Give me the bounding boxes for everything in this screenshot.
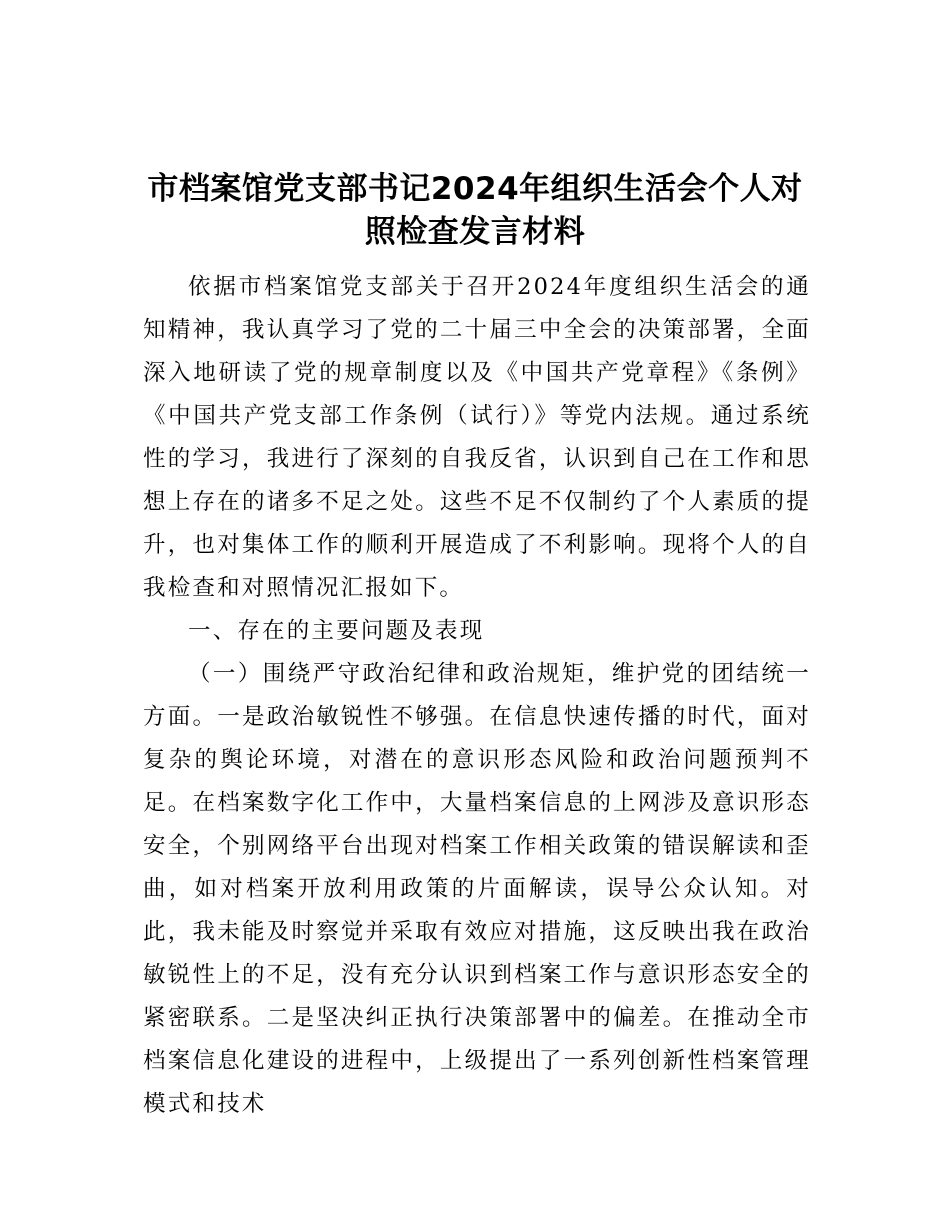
document-title: 市档案馆党支部书记2024年组织生活会个人对照检查发言材料 bbox=[147, 171, 803, 250]
intro-paragraph: 依据市档案馆党支部关于召开2024年度组织生活会的通知精神，我认真学习了党的二十届三中全会的决策部署，全面深入地研读了党的规章制度以及《中国共产党章程》《条例》《中国共产党支部工作条例（试行）》等党内法规。通过系统性的学习，我进行了深刻的自我反省，认识到自己在工作和思想上存在的诸多不足之处。这些不足不仅制约了个人素质的提升，也对集体工作的顺利开展造成了不利影响。现将个人的自我检查和对照情况汇报如下。 bbox=[143, 274, 811, 601]
body-paragraph: （一）围绕严守政治纪律和政治规矩，维护党的团结统一方面。一是政治敏锐性不够强。在信息快速传播的时代，面对复杂的舆论环境，对潜在的意识形态风险和政治问题预判不足。在档案数字化工作中，大量档案信息的上网涉及意识形态安全，个别网络平台出现对档案工作相关政策的错误解读和歪曲，如对档案开放利用政策的片面解读，误导公众认知。对此，我未能及时察觉并采取有效应对措施，这反映出我在政治敏锐性上的不足，没有充分认识到档案工作与意识形态安全的紧密联系。二是坚决纠正执行决策部署中的偏差。在推动全市档案信息化建设的进程中，上级提出了一系列创新性档案管理模式和技术 bbox=[143, 661, 811, 1117]
document-body bbox=[143, 266, 811, 1126]
section-heading: 一、存在的主要问题及表现 bbox=[188, 618, 485, 644]
